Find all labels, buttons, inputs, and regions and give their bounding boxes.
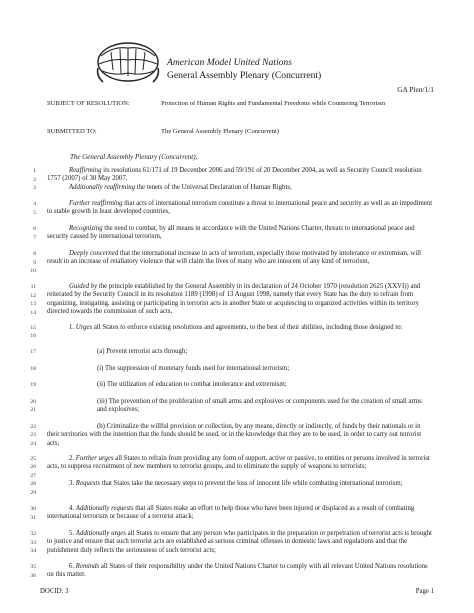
line-number: 27 [30,473,36,479]
clause-text: (a) Prevent terrorist acts through; [97,348,188,355]
line-number: 34 [30,548,36,554]
clause-lead-phrase: Guided by [69,283,98,290]
resolution-clause: 6. Reminds all States of their responsibility under the United Nations Charter to comply with all relevant United Nations resolutions on this matter. [47,563,428,579]
resolution-clause [97,381,427,389]
resolution-clause [47,423,434,448]
preamble-heading: The General Assembly Plenary (Concurrent), [70,153,198,161]
line-number: 7 [33,235,36,241]
resolution-clause: 1. Urges all States to enforce existing resolutions and agreements, to the best of their abilities, including those designed to: [69,324,403,331]
clause-text: all States of their responsibility under the United Nations Charter to comply with all relevant United Nations resolutions on this matter. [47,563,428,579]
resolution-clause [97,365,427,373]
line-number: 32 [30,531,36,537]
clause-text: (b) Criminalize the willful provision or collection, by any means, directly or indirectly, of funds by their nationals or in their territories with the intention that the funds should be used, or in the knowledge that they are to be used, in order to carry out terrorist acts; [47,423,422,447]
line-number: 20 [30,399,36,405]
clause-text: its resolutions 61/171 of 19 December 2006 and 59/191 of 20 December 2004, as well as Security Council resolution 1757 (2007) of 30 May 2007, [47,167,422,183]
resolution-clause [97,348,427,356]
submitted-label: SUBMITTED TO: [47,128,97,135]
line-number: 30 [30,506,36,512]
line-number: 15 [30,325,36,331]
line-number: 6 [33,226,36,232]
clause-lead-phrase: Requests [75,480,100,487]
clause-lead-phrase: Recognizing [69,225,103,232]
clause-text: that States take the necessary steps to prevent the loss of innocent life while combating international terrorism; [99,480,403,487]
line-number: 18 [30,366,36,372]
clause-lead-phrase: Further reaffirming [69,200,123,207]
clause-text: all States to refrain from providing any form of support, active or passive, to entities or persons involved in terrorist acts, to suppress recruitment of new members to terrorist groups, and to eliminate the supply of weapons to terrorists; [47,455,430,471]
line-number: 33 [30,540,36,546]
line-number: 1 [33,168,36,174]
clause-lead-phrase: Urges [75,324,93,331]
resolution-clause [47,225,434,242]
subject-label: SUBJECT OF RESOLUTION: [47,100,130,107]
line-number: 11 [30,284,36,290]
line-number: 4 [33,201,36,207]
clause-text: all States to ensure that any person who participates in the preparation or perpetration of terrorist acts is brought to justice and ensure that such terrorist acts are established as serious criminal offenses in domestic laws and regulations and that the punishment duly reflects the seriousness of such terrorist acts; [47,530,432,554]
clause-text: the principle established by the General Assembly in its declaration of 24 October 1970 (resolution 2625 (XXVI)) and reiterated by the Security Council in its resolution 1189 (1998) of 13 August 1998, namely that every State has the duty to refrain from organizing, instigating, assisting or participating in terrorist acts in another State or acquiescing to organized activities within its territory directed towards the commission of such acts, [47,283,421,316]
resolution-clause [47,250,434,267]
un-emblem-logo [93,40,163,84]
clause-lead-phrase: Reaffirming [69,167,102,174]
page-number: Page 1 [415,588,434,595]
clause-text: (iii) The prevention of the proliferation of small arms and explosives or components used for the creation of small arms and explosives; [97,398,422,414]
line-number: 9 [33,260,36,266]
clause-lead-phrase: Further urges [75,455,114,462]
resolution-clause [47,184,434,192]
resolution-clause [47,167,434,184]
line-number: 25 [30,456,36,462]
line-number: 8 [33,251,36,257]
line-number: 23 [30,432,36,438]
line-number: 19 [30,382,36,388]
line-number: 12 [30,293,36,299]
line-number: 29 [30,490,36,496]
line-number: 5 [33,210,36,216]
submitted-value: The General Assembly Plenary (Concurrent) [161,128,279,135]
line-number: 36 [30,573,36,579]
line-number: 26 [30,464,36,470]
clause-text: all States to enforce existing resolutions and agreements, to the best of their abilities, including those designed to: [92,324,403,331]
line-number: 22 [30,424,36,430]
clause-text: (ii) The utilization of education to combat intolerance and extremism; [97,381,287,388]
line-number: 2 [33,177,36,183]
resolution-clause: 2. Further urges all States to refrain from providing any form of support, active or passive, to entities or persons involved in terrorist acts, to suppress recruitment of new members to terrorist groups, and to eliminate the supply of weapons to terrorists; [47,455,430,471]
line-number: 13 [30,301,36,307]
resolution-clause: 5. Additionally urges all States to ensure that any person who participates in the preparation or perpetration of terrorist acts is brought to justice and ensure that such terrorist acts are established as serious criminal offenses in domestic laws and regulations and that the punishment duly reflects the seriousness of such terrorist acts; [47,530,432,554]
clause-text: the tenets of the Universal Declaration of Human Rights, [135,184,292,191]
clause-text: that acts of international terrorism constitute a threat to international peace and security as well as an impediment to stable growth in least developed countries, [47,200,433,216]
clause-text: that all States make an effort to help those who have been injured or displaced as a result of combating international terrorism or because of a terrorist attack; [47,505,415,521]
subject-value: Protection of Human Rights and Fundamental Freedoms while Countering Terrorism [161,100,386,107]
clause-text: the need to combat, by all means in accordance with the United Nations Charter, threats to international peace and security caused by international terrorism, [47,225,415,241]
line-number: 14 [30,310,36,316]
organization-name: American Model United Nations [167,57,292,68]
line-number: 24 [30,441,36,447]
docid: DOCID: 3 [40,588,69,595]
clause-lead-phrase: Additionally reaffirming [69,184,136,191]
line-number: 17 [30,349,36,355]
line-number: 31 [30,515,36,521]
clause-lead-phrase: Additionally urges [75,530,126,537]
clause-lead-phrase: Reminds [75,563,100,570]
line-number: 21 [30,407,36,413]
clause-text: (i) The suppression of monetary funds used for international terrorism; [97,365,290,372]
clause-lead-phrase: Deeply concerned [69,250,119,257]
document-reference: GA Plen/1/1 [397,85,434,94]
clause-lead-phrase: Additionally requests [75,505,134,512]
line-number: 3 [33,185,36,191]
committee-name: General Assembly Plenary (Concurrent) [167,70,322,81]
line-number: 35 [30,564,36,570]
resolution-clause: 4. Additionally requests that all States make an effort to help those who have been injured or displaced as a result of combating international terrorism or because of a terrorist attack; [47,505,415,521]
resolution-clause [97,398,427,415]
line-number: 16 [30,333,36,339]
resolution-clause [47,283,434,317]
line-number: 28 [30,481,36,487]
clause-text: that the international increase in acts of terrorism, especially those motivated by intolerance or extremism, will result in an increase of retaliatory violence that will claim the lives of many who are innocent of any kind of terrorism, [47,250,422,266]
resolution-clause: 3. Requests that States take the necessary steps to prevent the loss of innocent life while combating international terrorism; [69,480,403,487]
resolution-clause [47,200,434,217]
line-number: 10 [30,268,36,274]
